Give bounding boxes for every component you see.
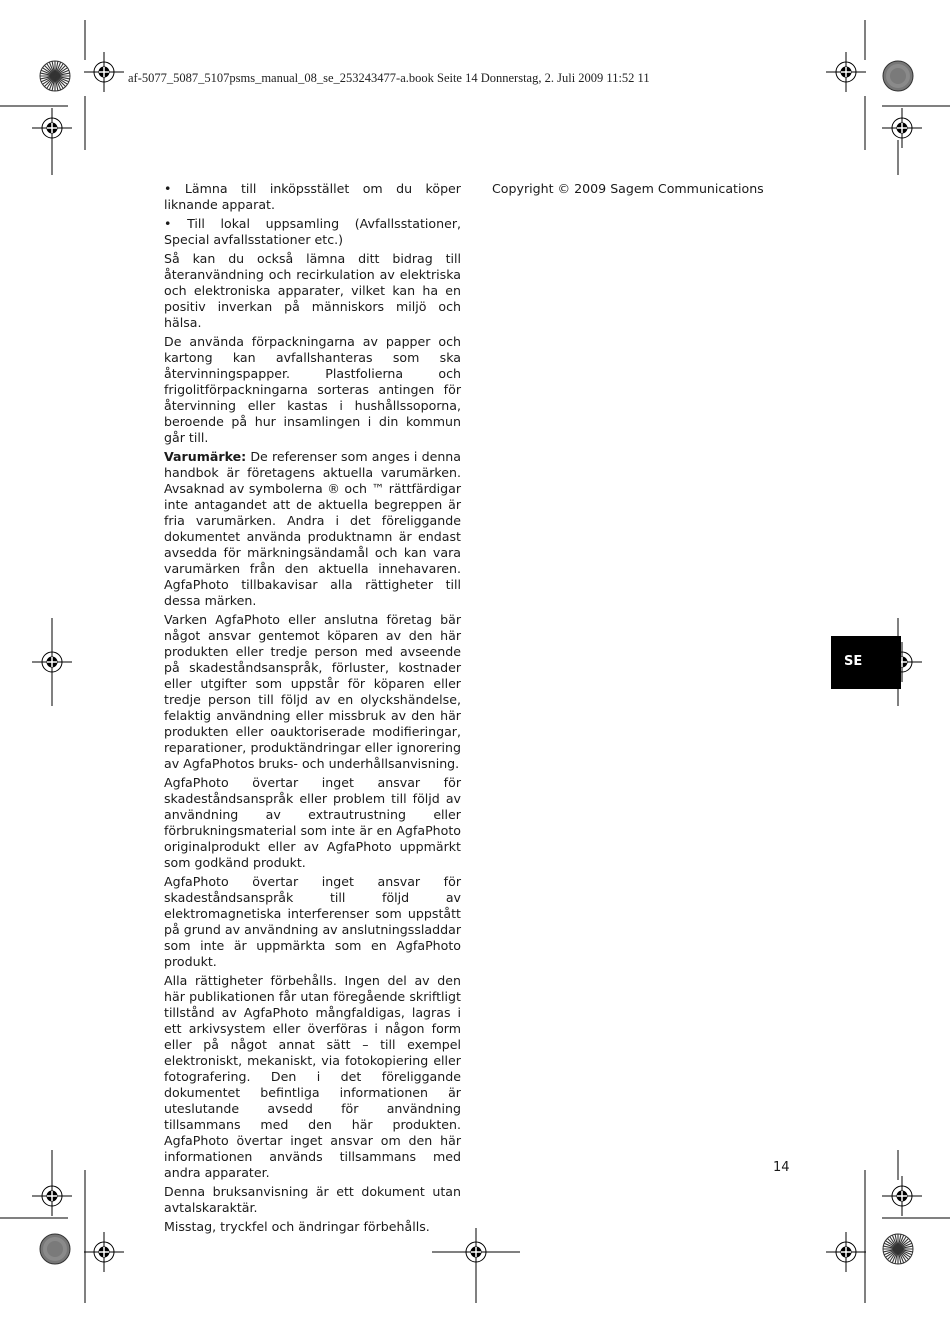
paragraph: Varken AgfaPhoto eller anslutna företag bär något ansvar gentemot köparen av den här produkten eller tredje person med avseende på skadeståndsanspråk, förluster, kostnader eller utgifter som uppstår för köparen eller tredje person till följd av en olyckshändelse, felaktig användning eller missbruk av den här produkten eller oauktoriserade modifieringar, reparationer, produktändringar eller ignorering av AgfaPhotos bruks- och underhållsanvisning. [164,612,461,771]
paragraph: Så kan du också lämna ditt bidrag till återanvändning och recirkulation av elektriska och elektroniska apparater, vilket kan ha en positiv inverkan på människors miljö och hälsa. [164,251,461,330]
language-tab-label: SE [844,654,863,669]
paragraph: AgfaPhoto övertar inget ansvar för skadeståndsanspråk eller problem till följd av användning av extrautrustning eller förbrukningsmaterial som inte är en AgfaPhoto originalprodukt eller av AgfaPhoto uppmärkt som godkänd produkt. [164,775,461,870]
bullet-item: • Lämna till inköpsstället om du köper liknande apparat. [164,181,461,212]
main-text-column [164,181,461,1238]
trademark-paragraph [164,449,461,609]
bullet-item: • Till lokal uppsamling (Avfallsstationer, Special avfallsstationer etc.) [164,216,461,247]
paragraph: AgfaPhoto övertar inget ansvar för skadeståndsanspråk till följd av elektromagnetiska interferenser som uppstått på grund av användning av anslutningssladdar som inte är uppmärkta som en AgfaPhoto produkt. [164,874,461,969]
paragraph: De använda förpackningarna av papper och kartong kan avfallshanteras som ska återvinningspapper. Plastfolierna och frigolitförpackningarna sorteras antingen för återvinning eller kastas i hushållssoporna, beroende på hur insamlingen i din kommun går till. [164,334,461,445]
page-number: 14 [773,1160,790,1175]
language-tab [831,636,901,689]
trademark-label: Varumärke: [164,449,247,464]
paragraph: Alla rättigheter förbehålls. Ingen del av den här publikationen får utan föregående skriftligt tillstånd av AgfaPhoto mångfaldigas, lagras i ett arkivsystem eller överföras i någon form eller på något annat sätt – till exempel elektroniskt, mekaniskt, via fotokopiering eller fotografering. Den i det föreliggande dokumentet befintliga informationen är uteslutande avsedd för användning tillsammans med den här produkten. AgfaPhoto övertar inget ansvar om den här informationen används tillsammans med andra apparater. [164,973,461,1180]
trademark-text: De referenser som anges i denna handbok är företagens aktuella varumärken. Avsaknad av symbolerna ® och ™ rättfärdigar inte antagandet att de aktuella begreppen är fria varumärken. Andra i det föreliggande dokumentet använda produktnamn är endast avsedda för märkningsändamål och kan vara varumärken från den aktuella innehavaren. AgfaPhoto tillbakavisar alla rättigheter till dessa märken. [164,449,461,608]
copyright-notice: Copyright © 2009 Sagem Communications [492,181,764,196]
print-slug: af-5077_5087_5107psms_manual_08_se_253243477-a.book Seite 14 Donnerstag, 2. Juli 2009 11:52 11 [128,71,650,85]
paragraph: Denna bruksanvisning är ett dokument utan avtalskaraktär. [164,1184,461,1215]
paragraph: Misstag, tryckfel och ändringar förbehålls. [164,1219,430,1234]
